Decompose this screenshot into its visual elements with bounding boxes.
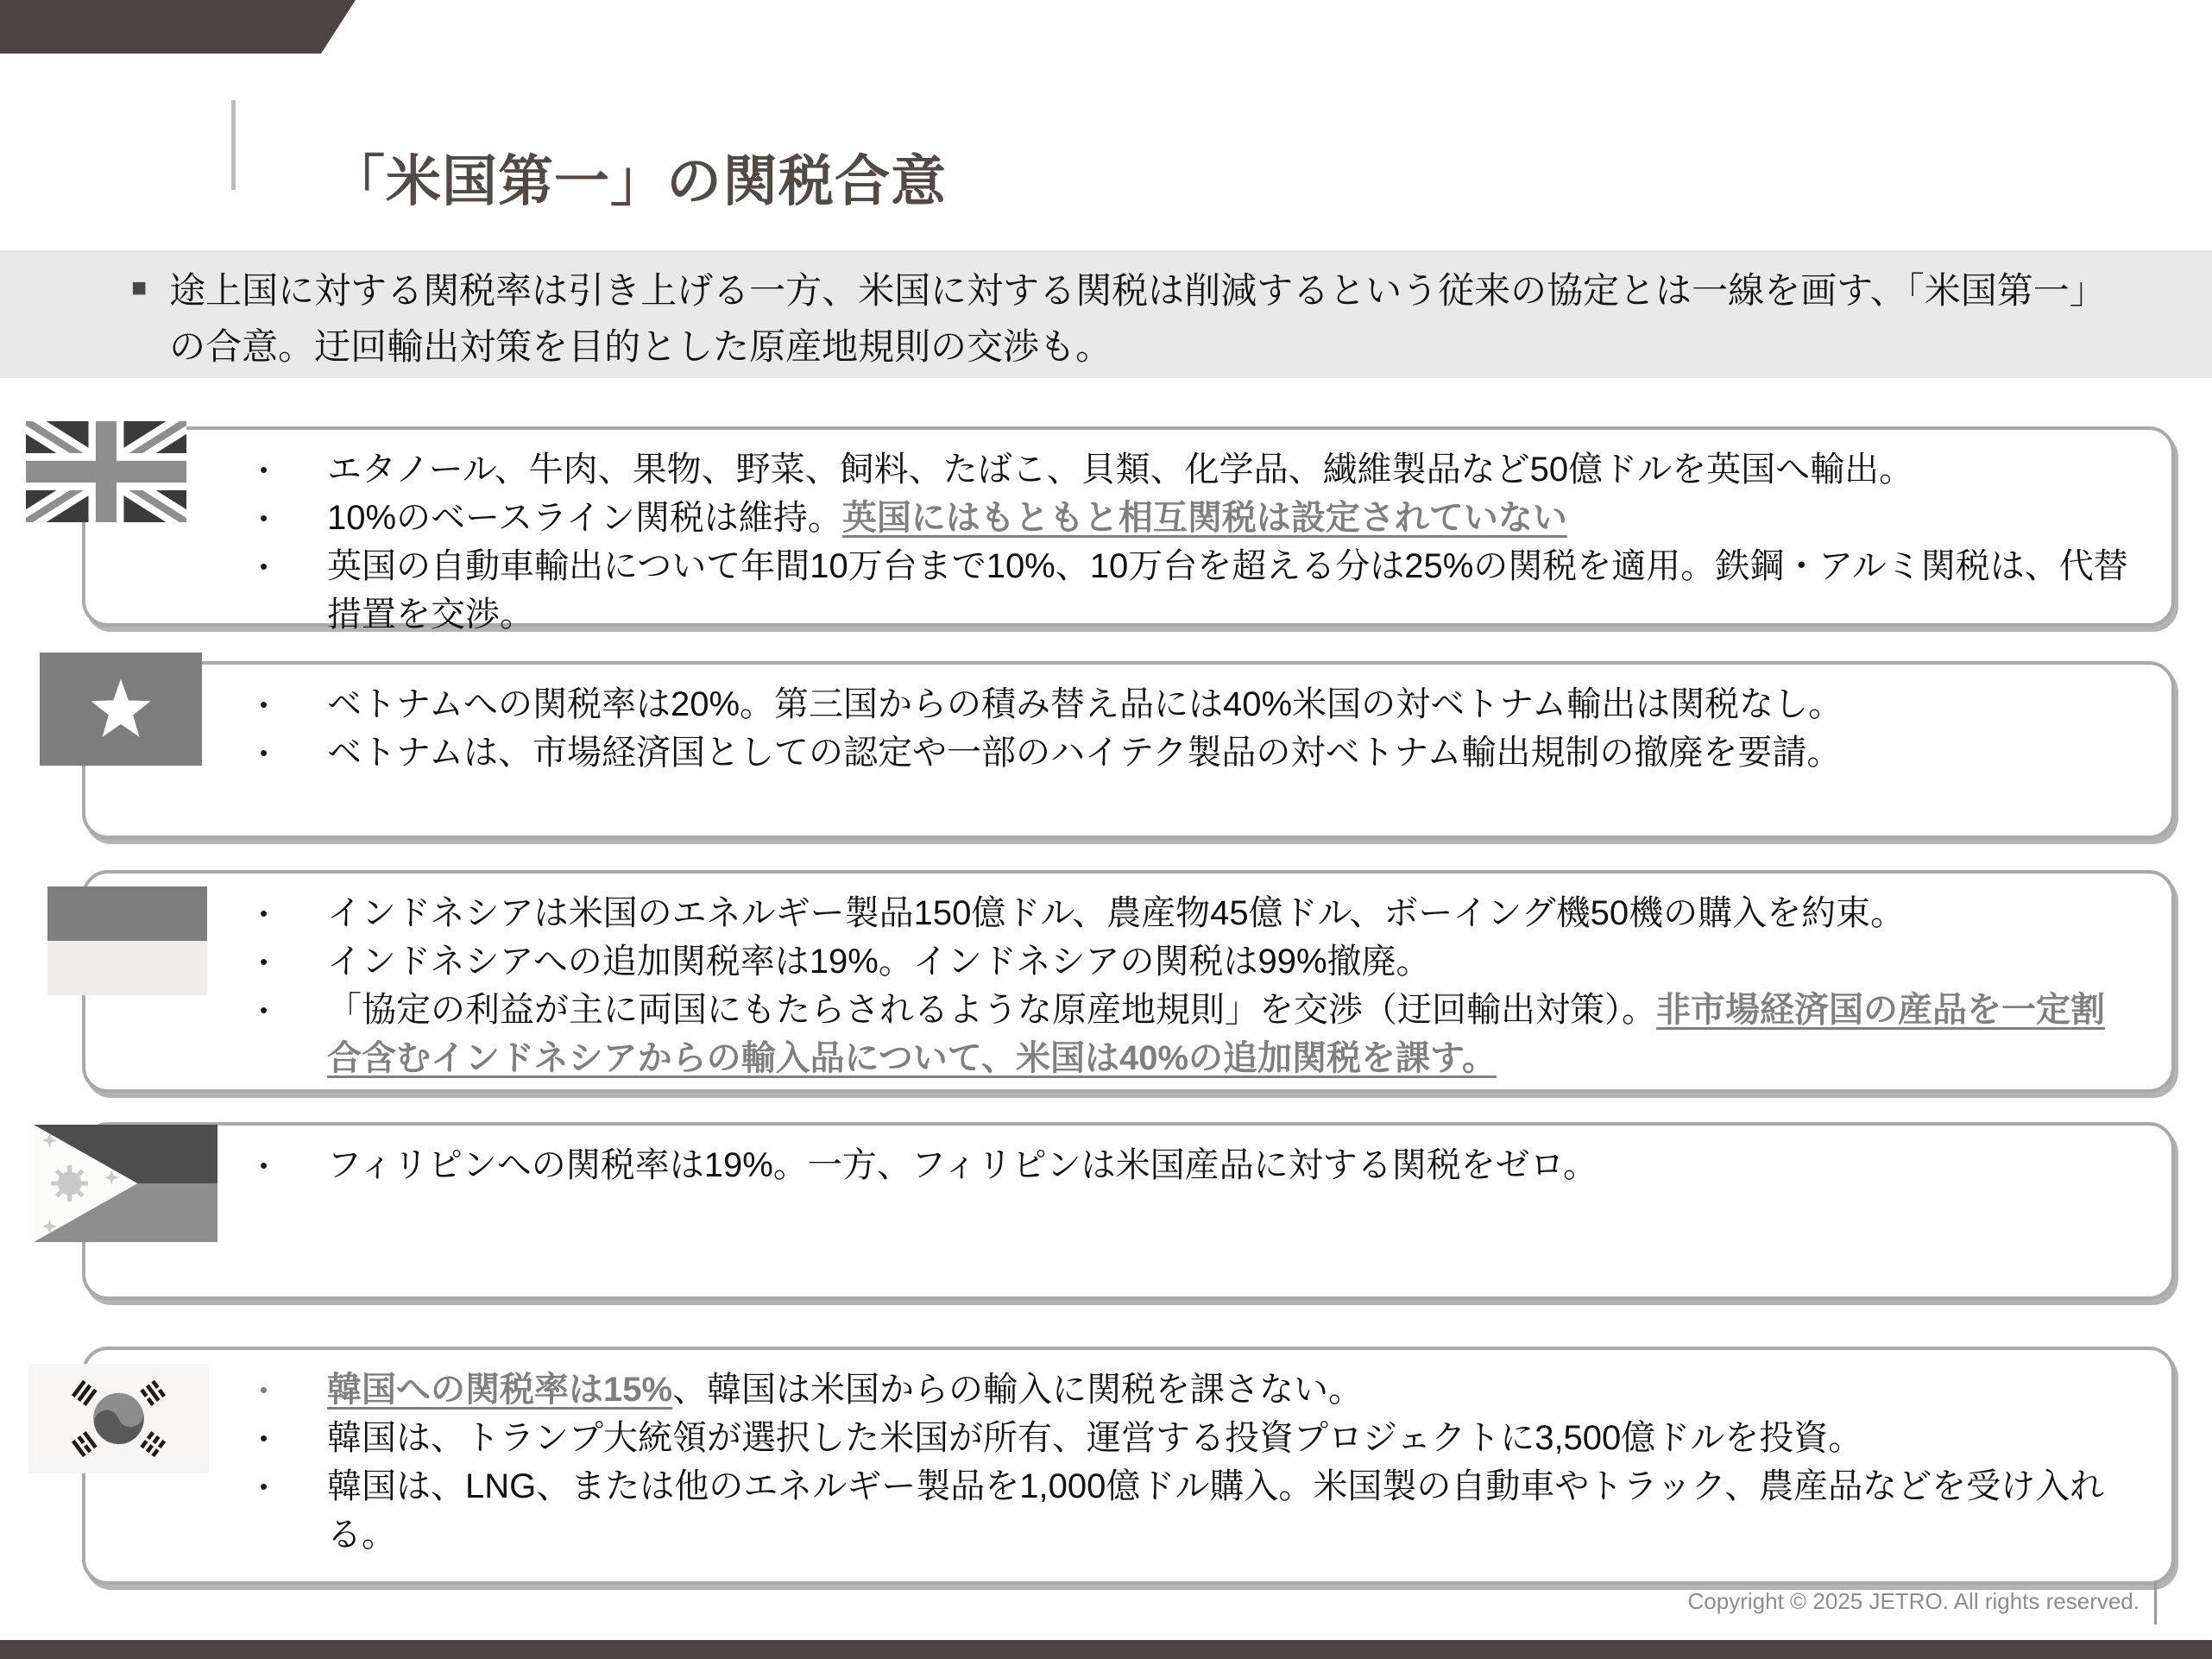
text-run: ベトナムは、市場経済国としての認定や一部のハイテク製品の対ベトナム輸出規制の撤廃を要請。 — [327, 734, 1842, 772]
bullet-text — [327, 986, 2128, 1082]
bullet-marker: • — [260, 505, 268, 531]
bullet-item — [255, 1414, 2128, 1462]
text-run: インドネシアへの追加関税率は19%。インドネシアの関税は99%撤廃。 — [327, 943, 1431, 981]
bullet-text — [327, 729, 1841, 777]
bullet-marker: • — [260, 997, 268, 1023]
text-run: 「協定の利益が主に両国にもたらされるような原産地規則」を交渉（迂回輸出対策）。 — [327, 991, 1656, 1029]
bullet-item — [255, 680, 2128, 729]
philippines-box — [82, 1122, 2175, 1300]
bullet-text — [327, 445, 1913, 494]
bullet-marker: • — [260, 457, 268, 483]
bullet-item — [255, 1366, 2128, 1414]
text-run: 10%のベースライン関税は維持。 — [327, 499, 842, 537]
uk-flag-icon — [26, 421, 186, 522]
summary-band — [0, 250, 2212, 378]
bullet-marker: • — [260, 1377, 268, 1403]
text-run: ベトナムへの関税率は20%。第三国からの積み替え品には40%米国の対ベトナム輸出は関税なし。 — [327, 685, 1843, 723]
bullet-text — [327, 1141, 1598, 1189]
bullet-item — [255, 986, 2128, 1082]
text-run: 韓国は、LNG、または他のエネルギー製品を1,000億ドル購入。米国製の自動車やトラック、農産品などを受け入れる。 — [327, 1467, 2105, 1554]
summary-text: 途上国に対する関税率は引き上げる一方、米国に対する関税は削減するという従来の協定とは一線を画す、「米国第一」の合意。迂回輸出対策を目的とした原産地規則の交渉も。 — [169, 270, 2106, 368]
indonesia-flag-icon — [47, 886, 207, 995]
south-korea-bullet-list — [255, 1366, 2128, 1559]
bullet-marker: • — [260, 553, 268, 579]
emphasized-run: 韓国への関税率は15% — [327, 1371, 673, 1409]
text-run: インドネシアは米国のエネルギー製品150億ドル、農産物45億ドル、ボーイング機50機の購入を約束。 — [327, 894, 1906, 932]
bullet-item — [255, 937, 2128, 986]
copyright-text: Copyright © 2025 JETRO. All rights reserved. — [1687, 1588, 2140, 1614]
bullet-text — [327, 494, 1567, 542]
bullet-text — [327, 1366, 1363, 1414]
bullet-item — [255, 542, 2128, 639]
bullet-text — [327, 1462, 2128, 1559]
bullet-marker: • — [260, 949, 268, 975]
bullet-item — [255, 889, 2128, 937]
square-bullet-icon: ■ — [131, 274, 148, 302]
vietnam-box — [82, 661, 2175, 839]
bullet-marker: • — [260, 740, 268, 766]
philippines-flag-icon — [34, 1125, 217, 1242]
uk-box — [82, 426, 2175, 634]
philippines-bullet-list — [255, 1141, 2128, 1189]
indonesia-box — [82, 870, 2175, 1093]
bullet-text — [327, 889, 1905, 937]
vietnam-flag-icon — [40, 653, 202, 766]
uk-bullet-list — [255, 445, 2128, 639]
text-run: 、韓国は米国からの輸入に関税を課さない。 — [672, 1371, 1364, 1409]
page-title: 「米国第一」の関税合意 — [330, 149, 947, 212]
bullet-text — [327, 680, 1843, 729]
text-run: 英国の自動車輸出について年間10万台まで10%、10万台を超える分は25%の関税を適用。鉄鋼・アルミ関税は、代替措置を交渉。 — [327, 547, 2128, 634]
bullet-item — [255, 1462, 2128, 1559]
footer-divider — [2154, 1581, 2157, 1624]
indonesia-bullet-list — [255, 889, 2128, 1082]
south-korea-flag-icon — [28, 1364, 209, 1473]
text-run: フィリピンへの関税率は19%。一方、フィリピンは米国産品に対する関税をゼロ。 — [327, 1146, 1598, 1184]
vietnam-bullet-list — [255, 680, 2128, 777]
south-korea-box — [82, 1347, 2175, 1585]
bullet-text — [327, 937, 1431, 986]
bullet-text — [327, 1414, 1862, 1462]
bullet-marker: • — [260, 1152, 268, 1178]
bullet-item — [255, 729, 2128, 777]
bullet-text — [327, 542, 2128, 639]
bullet-marker: • — [260, 1473, 268, 1499]
bullet-marker: • — [260, 900, 268, 926]
bullet-item — [255, 494, 2128, 542]
emphasized-run: 非市場経済国の産品を一定割合含むインドネシアからの輸入品について、米国は40%の追加関税を課す。 — [327, 991, 2105, 1077]
bullet-marker: • — [260, 1425, 268, 1451]
title-accent-rule — [231, 100, 236, 190]
bullet-marker: • — [260, 691, 268, 717]
bottom-bar — [0, 1640, 2212, 1659]
text-run: 韓国は、トランプ大統領が選択した米国が所有、運営する投資プロジェクトに3,500億ドルを投資。 — [327, 1419, 1863, 1457]
emphasized-run: 英国にはもともと相互関税は設定されていない — [841, 499, 1567, 537]
bullet-item — [255, 445, 2128, 494]
bullet-item — [255, 1141, 2128, 1189]
corner-banner — [0, 0, 356, 54]
text-run: エタノール、牛肉、果物、野菜、飼料、たばこ、貝類、化学品、繊維製品など50億ドルを英国へ輸出。 — [327, 451, 1914, 489]
